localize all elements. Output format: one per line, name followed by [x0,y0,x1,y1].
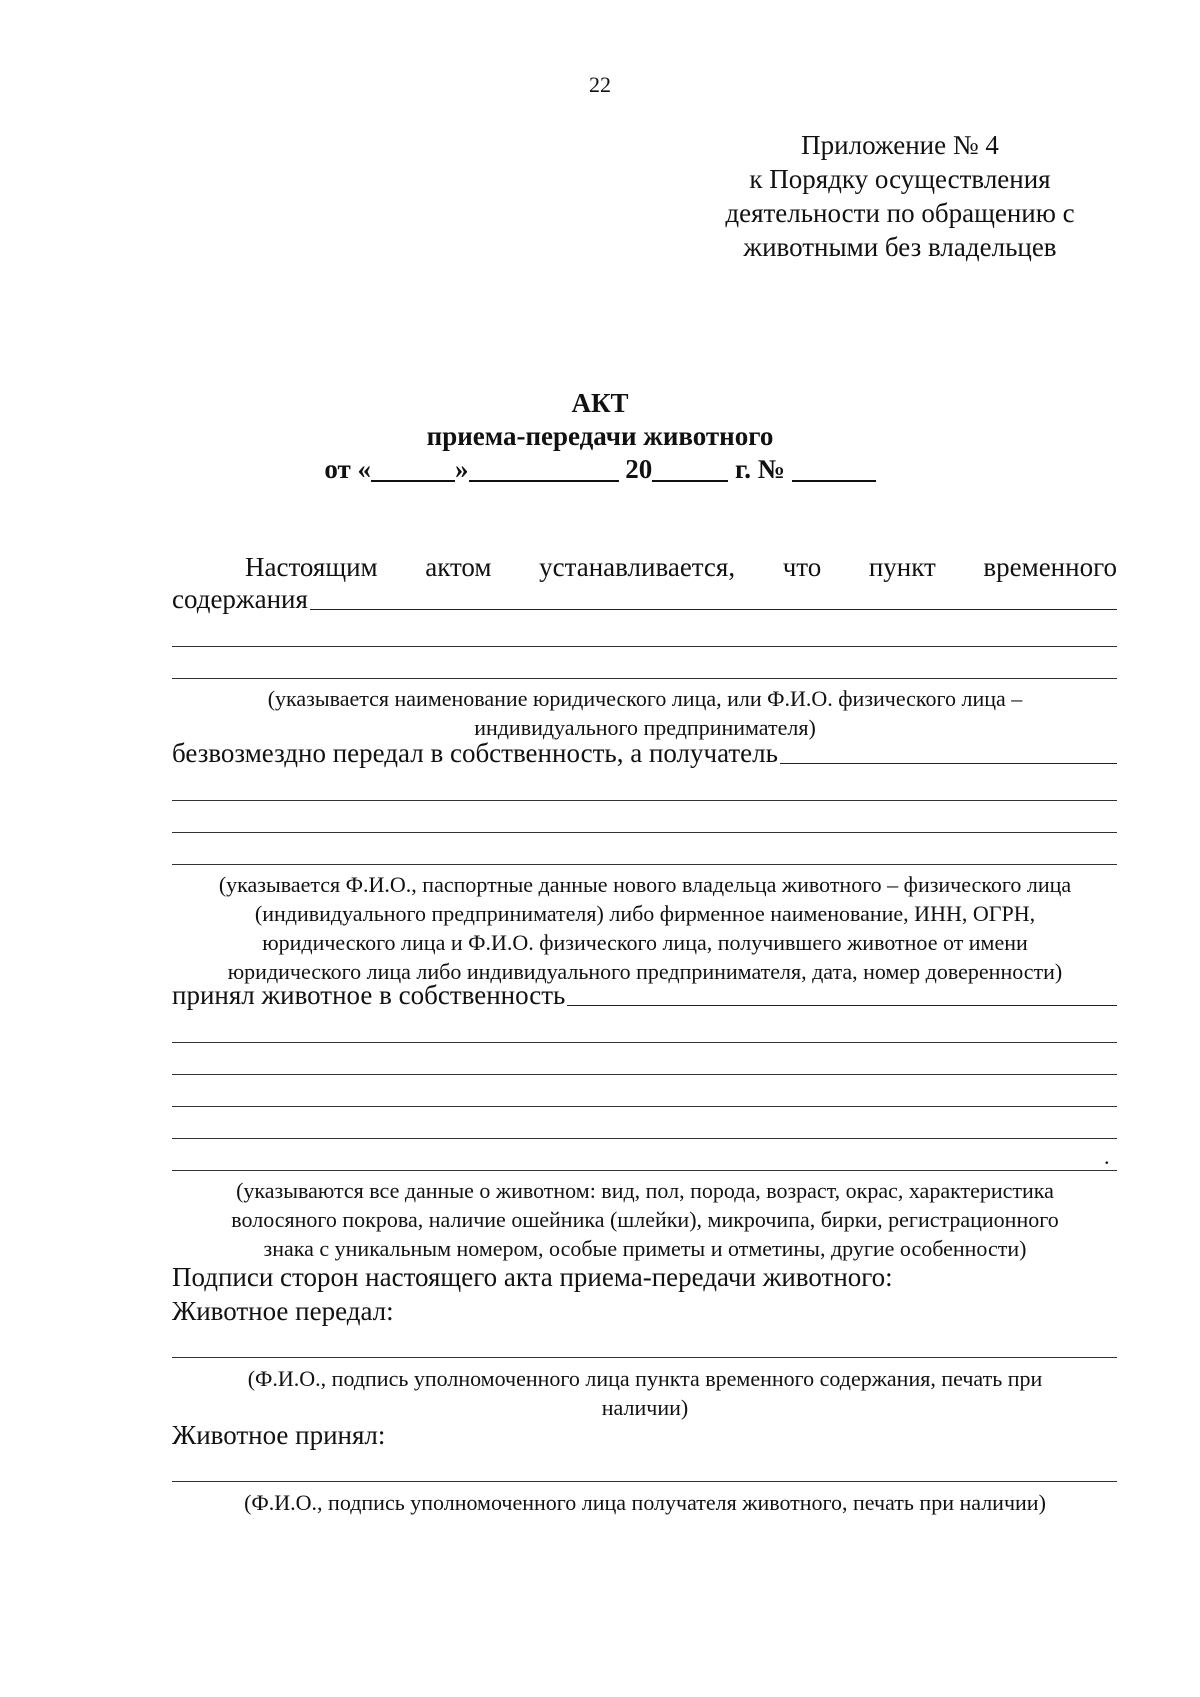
recipient-signature-line[interactable] [172,1481,1117,1482]
transfer-label: безвозмездно передал в собственность, а получатель [172,738,778,768]
appendix-line: к Порядку осуществления [749,164,1051,194]
note-line: волосяного покрова, наличие ошейника (шлейки), микрочипа, бирки, регистрационного [231,1207,1059,1232]
blank-line[interactable] [172,1170,1117,1171]
note-transferor-signature [160,1364,1130,1422]
note-line: знака с уникальным номером, особые приметы и отметины, другие особенности) [263,1236,1027,1261]
blank-line[interactable] [172,1074,1117,1075]
holding-point-line [172,584,1117,615]
number-label: г. № [735,454,785,484]
date-quote-close: » [455,454,469,484]
recipient-blank[interactable] [780,739,1117,764]
holding-point-blank[interactable] [310,585,1117,610]
year-blank[interactable] [652,456,728,482]
month-blank[interactable] [469,456,619,482]
document-subtitle: приема-передачи животного [426,421,774,451]
page-number: 22 [589,72,611,97]
holding-point-label: содержания [172,584,308,614]
year-prefix: 20 [625,454,653,484]
intro-word: устанавливается, [539,552,736,582]
note-line: (Ф.И.О., подпись уполномоченного лица пункта временного содержания, печать при [247,1366,1043,1391]
animal-blank[interactable] [567,981,1117,1006]
blank-line[interactable] [172,1042,1117,1043]
date-number-line [0,454,1200,485]
note-line: (указывается наименование юридического лица, или Ф.И.О. физического лица – [267,686,1023,711]
period-mark: . [1104,1144,1110,1169]
date-prefix: от « [324,454,372,484]
note-transferor [160,684,1130,742]
note-line: наличии) [601,1395,689,1420]
blank-line[interactable] [172,800,1117,801]
note-line: (индивидуального предпринимателя) либо фирменное наименование, ИНН, ОГРН, [254,901,1036,926]
intro-word: что [782,552,822,582]
appendix-header [680,128,1120,264]
appendix-line: Приложение № 4 [801,130,999,160]
blank-line[interactable] [172,1138,1117,1139]
paragraph-intro [245,552,1117,583]
accept-line [172,980,1117,1011]
note-animal [160,1176,1130,1263]
note-line: индивидуального предпринимателя) [474,715,816,740]
intro-word: временного [983,552,1117,582]
note-recipient-signature [160,1488,1130,1517]
blank-line[interactable] [172,832,1117,833]
signatures-heading: Подписи сторон настоящего акта приема-передачи животного: [172,1262,893,1292]
transferred-label: Животное передал: [172,1296,394,1326]
accept-label: принял животное в собственность [172,980,566,1010]
note-line: (указывается Ф.И.О., паспортные данные нового владельца животного – физического лица [218,872,1072,897]
blank-line[interactable] [172,1106,1117,1107]
appendix-line: животными без владельцев [743,232,1057,262]
document-title: АКТ [571,388,629,418]
note-line: (указываются все данные о животном: вид, пол, порода, возраст, окрас, характеристика [236,1178,1054,1203]
appendix-line: деятельности по обращению с [725,198,1075,228]
blank-line[interactable] [172,864,1117,865]
note-line: юридического лица и Ф.И.О. физического лица, получившего животное от имени [262,930,1028,955]
intro-word: Настоящим [245,552,378,582]
note-line: (Ф.И.О., подпись уполномоченного лица получателя животного, печать при наличии) [244,1490,1046,1515]
received-label: Животное принял: [172,1420,386,1450]
transferor-signature-line[interactable] [172,1357,1117,1358]
day-blank[interactable] [371,456,455,482]
blank-line[interactable] [172,678,1117,679]
blank-line[interactable] [172,646,1117,647]
transfer-line [172,738,1117,769]
note-recipient [160,870,1130,986]
intro-word: пункт [868,552,936,582]
note-line: юридического лица либо индивидуального предпринимателя, дата, номер доверенности) [227,959,1063,984]
number-blank[interactable] [792,456,876,482]
intro-word: актом [425,552,492,582]
